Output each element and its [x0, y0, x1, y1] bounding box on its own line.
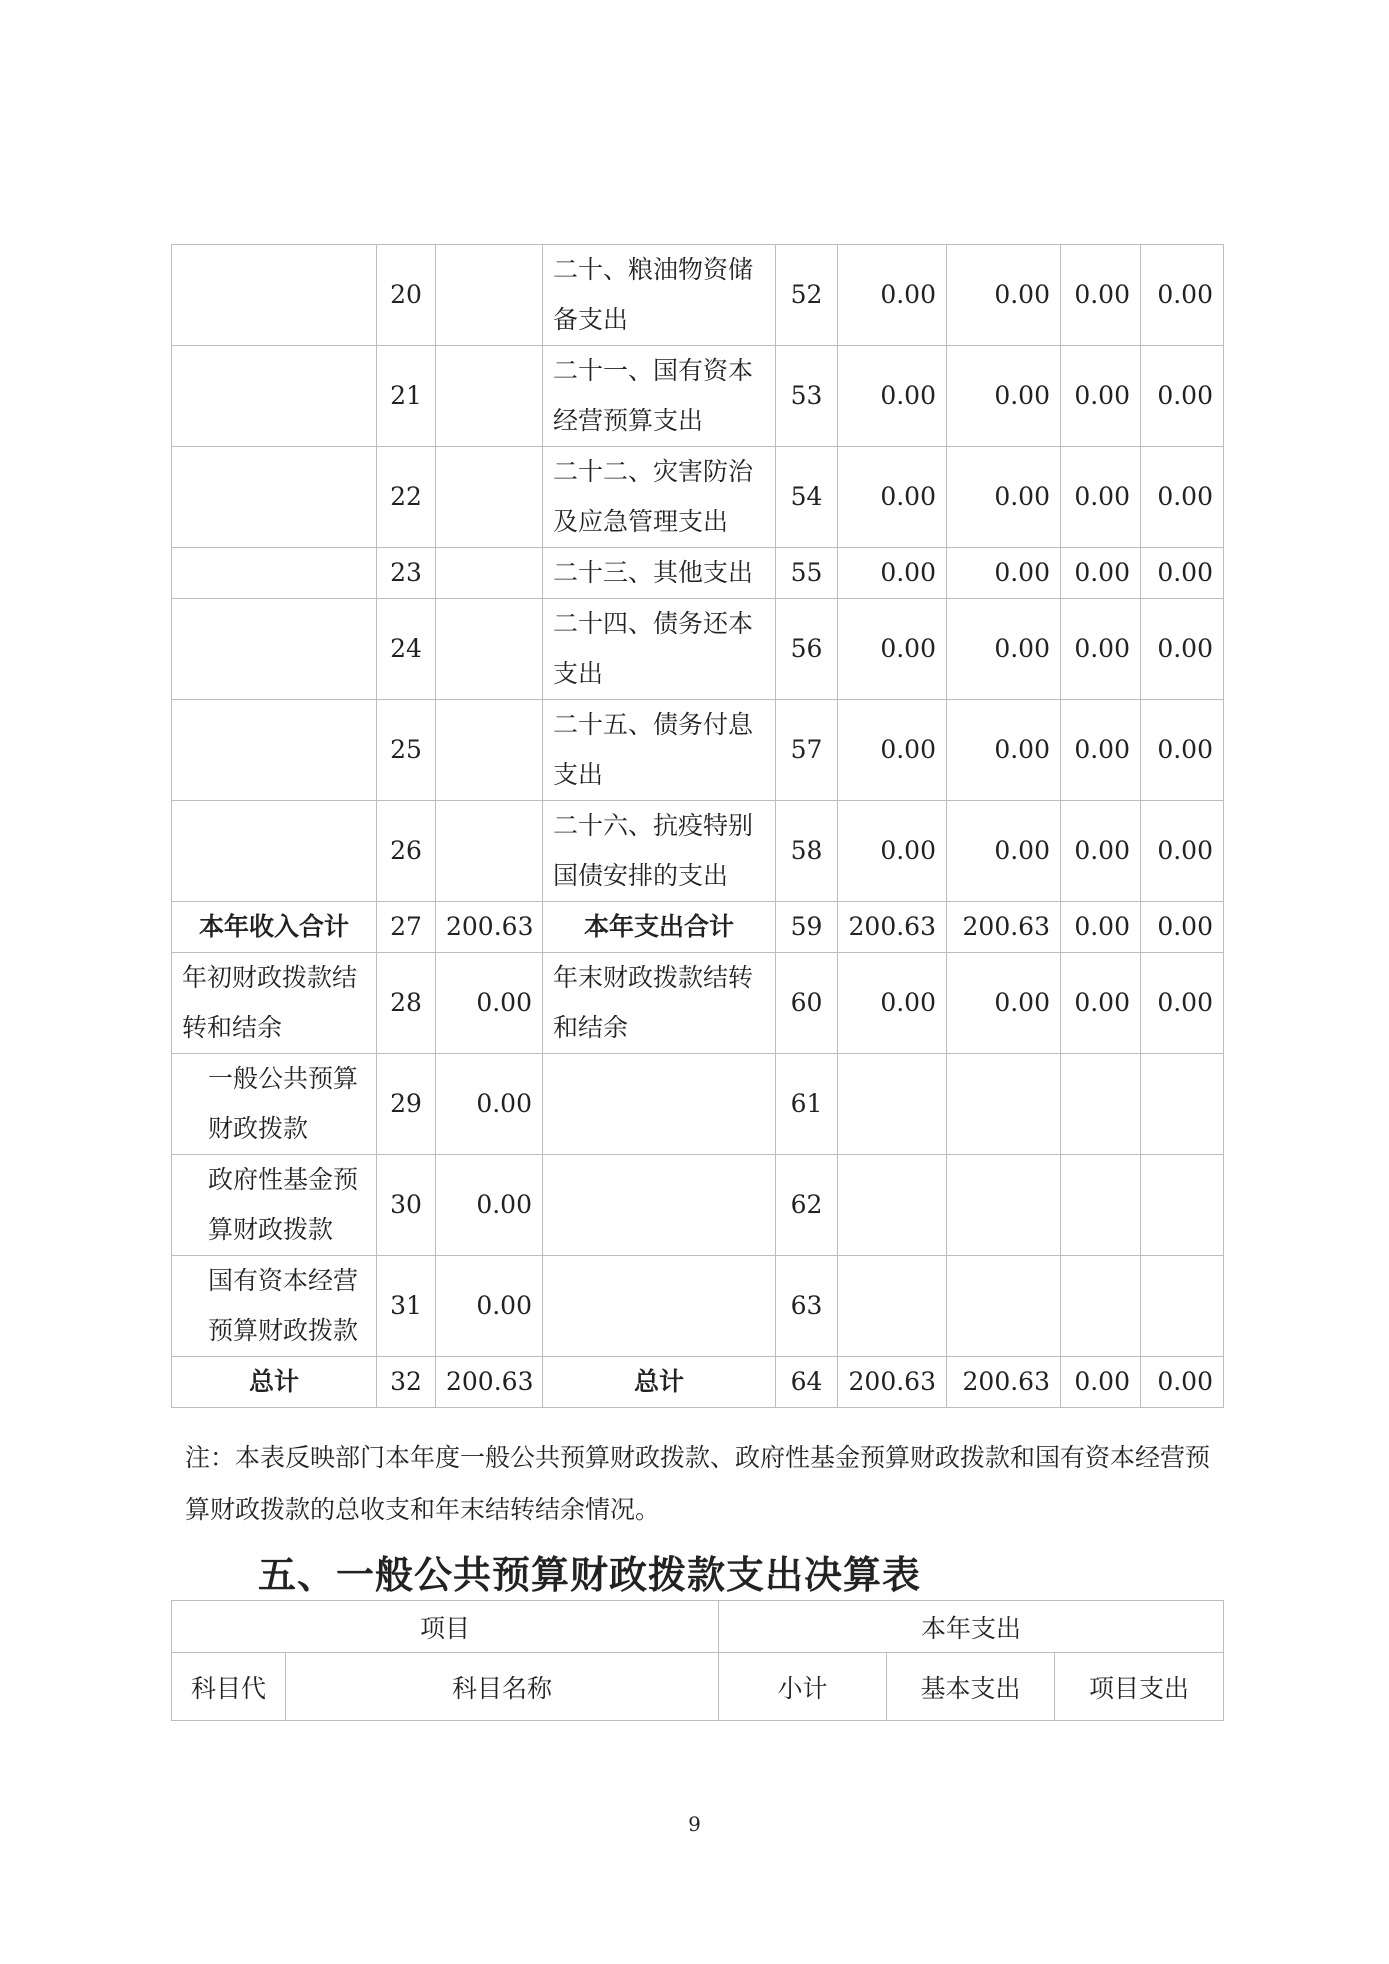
expense-row-no: 58 — [776, 801, 838, 902]
expense-general: 0.00 — [947, 953, 1061, 1054]
income-item: 国有资本经营预算财政拨款 — [172, 1256, 377, 1357]
expense-total: 0.00 — [838, 953, 947, 1054]
table-row-subtotal — [172, 902, 1224, 953]
income-amount: 200.63 — [436, 902, 543, 953]
table-header-row — [172, 1601, 1224, 1653]
expense-state-capital — [1141, 1054, 1224, 1155]
expense-general: 0.00 — [947, 447, 1061, 548]
income-amount: 0.00 — [436, 1155, 543, 1256]
table-row — [172, 1054, 1224, 1155]
income-amount — [436, 346, 543, 447]
income-row-no: 29 — [377, 1054, 436, 1155]
expense-state-capital: 0.00 — [1141, 801, 1224, 902]
table-row — [172, 801, 1224, 902]
expense-state-capital: 0.00 — [1141, 902, 1224, 953]
expense-general: 0.00 — [947, 801, 1061, 902]
header-subject-code: 科目代 — [172, 1653, 286, 1721]
expense-state-capital — [1141, 1256, 1224, 1357]
expense-total: 0.00 — [838, 346, 947, 447]
income-row-no: 22 — [377, 447, 436, 548]
expense-row-no: 62 — [776, 1155, 838, 1256]
expense-row-no: 59 — [776, 902, 838, 953]
expense-row-no: 55 — [776, 548, 838, 599]
header-subtotal: 小计 — [719, 1653, 887, 1721]
income-item — [172, 346, 377, 447]
income-row-no: 20 — [377, 245, 436, 346]
income-amount — [436, 447, 543, 548]
expense-state-capital: 0.00 — [1141, 245, 1224, 346]
income-amount — [436, 548, 543, 599]
expense-state-capital: 0.00 — [1141, 548, 1224, 599]
expense-fund — [1061, 1256, 1141, 1357]
expense-item: 二十五、债务付息支出 — [543, 700, 776, 801]
expense-row-no: 52 — [776, 245, 838, 346]
header-basic-expense: 基本支出 — [887, 1653, 1055, 1721]
expense-row-no: 60 — [776, 953, 838, 1054]
income-row-no: 31 — [377, 1256, 436, 1357]
income-amount — [436, 245, 543, 346]
expense-item: 二十、粮油物资储备支出 — [543, 245, 776, 346]
income-item — [172, 599, 377, 700]
page-number: 9 — [688, 1812, 701, 1836]
table-row — [172, 548, 1224, 599]
expense-fund — [1061, 1155, 1141, 1256]
expense-state-capital: 0.00 — [1141, 599, 1224, 700]
expense-fund: 0.00 — [1061, 346, 1141, 447]
header-project-expense: 项目支出 — [1055, 1653, 1224, 1721]
table-row — [172, 245, 1224, 346]
table-row — [172, 953, 1224, 1054]
expense-general: 0.00 — [947, 245, 1061, 346]
expense-total: 0.00 — [838, 801, 947, 902]
expense-fund: 0.00 — [1061, 953, 1141, 1054]
expense-row-no: 57 — [776, 700, 838, 801]
expense-total: 0.00 — [838, 548, 947, 599]
income-row-no: 25 — [377, 700, 436, 801]
expense-item — [543, 1155, 776, 1256]
expense-row-no: 61 — [776, 1054, 838, 1155]
income-row-no: 32 — [377, 1357, 436, 1408]
expense-item: 年末财政拨款结转和结余 — [543, 953, 776, 1054]
expense-item: 二十四、债务还本支出 — [543, 599, 776, 700]
expense-total: 0.00 — [838, 700, 947, 801]
income-item — [172, 700, 377, 801]
table-row — [172, 599, 1224, 700]
income-amount: 0.00 — [436, 1256, 543, 1357]
expense-general: 0.00 — [947, 548, 1061, 599]
expense-total: 0.00 — [838, 447, 947, 548]
table-row-total — [172, 1357, 1224, 1408]
expense-item: 二十二、灾害防治及应急管理支出 — [543, 447, 776, 548]
expense-total — [838, 1155, 947, 1256]
income-item — [172, 548, 377, 599]
table-header-row — [172, 1653, 1224, 1721]
expense-general: 0.00 — [947, 346, 1061, 447]
table-note: 注：本表反映部门本年度一般公共预算财政拨款、政府性基金预算财政拨款和国有资本经营预算财政拨款的总收支和年末结转结余情况。 — [185, 1443, 1211, 1524]
expense-row-no: 54 — [776, 447, 838, 548]
income-amount — [436, 599, 543, 700]
expense-state-capital: 0.00 — [1141, 447, 1224, 548]
expense-fund: 0.00 — [1061, 447, 1141, 548]
income-amount: 0.00 — [436, 953, 543, 1054]
expense-fund: 0.00 — [1061, 548, 1141, 599]
expense-fund: 0.00 — [1061, 902, 1141, 953]
table-row — [172, 1256, 1224, 1357]
expense-total-label: 总计 — [543, 1357, 776, 1408]
income-row-no: 26 — [377, 801, 436, 902]
expense-row-no: 64 — [776, 1357, 838, 1408]
expense-item: 二十一、国有资本经营预算支出 — [543, 346, 776, 447]
expense-total: 0.00 — [838, 245, 947, 346]
income-total-label: 总计 — [172, 1357, 377, 1408]
expense-total — [838, 1054, 947, 1155]
expense-total: 200.63 — [838, 902, 947, 953]
expense-state-capital: 0.00 — [1141, 700, 1224, 801]
expense-general: 0.00 — [947, 700, 1061, 801]
expense-row-no: 56 — [776, 599, 838, 700]
expense-fund: 0.00 — [1061, 801, 1141, 902]
expense-fund: 0.00 — [1061, 700, 1141, 801]
header-subject-name: 科目名称 — [286, 1653, 719, 1721]
table-row — [172, 700, 1224, 801]
expense-total: 0.00 — [838, 599, 947, 700]
income-amount: 200.63 — [436, 1357, 543, 1408]
income-subtotal-label: 本年收入合计 — [172, 902, 377, 953]
income-row-no: 27 — [377, 902, 436, 953]
expense-row-no: 63 — [776, 1256, 838, 1357]
income-item — [172, 245, 377, 346]
expense-total: 200.63 — [838, 1357, 947, 1408]
income-item — [172, 447, 377, 548]
header-year-expense: 本年支出 — [719, 1601, 1224, 1653]
income-row-no: 28 — [377, 953, 436, 1054]
expense-general — [947, 1054, 1061, 1155]
table-row — [172, 447, 1224, 548]
income-item: 政府性基金预算财政拨款 — [172, 1155, 377, 1256]
expense-fund — [1061, 1054, 1141, 1155]
expense-row-no: 53 — [776, 346, 838, 447]
income-item: 一般公共预算财政拨款 — [172, 1054, 377, 1155]
expense-fund: 0.00 — [1061, 1357, 1141, 1408]
header-project: 项目 — [172, 1601, 719, 1653]
income-row-no: 21 — [377, 346, 436, 447]
income-amount — [436, 801, 543, 902]
income-item — [172, 801, 377, 902]
expense-general: 200.63 — [947, 902, 1061, 953]
expense-item: 二十六、抗疫特别国债安排的支出 — [543, 801, 776, 902]
expense-general — [947, 1256, 1061, 1357]
general-budget-expense-table — [171, 1600, 1224, 1721]
income-row-no: 24 — [377, 599, 436, 700]
income-amount: 0.00 — [436, 1054, 543, 1155]
expense-state-capital: 0.00 — [1141, 346, 1224, 447]
expense-fund: 0.00 — [1061, 599, 1141, 700]
expense-state-capital: 0.00 — [1141, 953, 1224, 1054]
expense-fund: 0.00 — [1061, 245, 1141, 346]
fiscal-appropriation-table — [171, 244, 1224, 1408]
expense-state-capital: 0.00 — [1141, 1357, 1224, 1408]
income-amount — [436, 700, 543, 801]
expense-item — [543, 1054, 776, 1155]
table-row — [172, 346, 1224, 447]
section-title: 五、一般公共预算财政拨款支出决算表 — [258, 1553, 922, 1597]
expense-general: 0.00 — [947, 599, 1061, 700]
expense-total — [838, 1256, 947, 1357]
expense-general — [947, 1155, 1061, 1256]
income-item: 年初财政拨款结转和结余 — [172, 953, 377, 1054]
expense-item — [543, 1256, 776, 1357]
income-row-no: 30 — [377, 1155, 436, 1256]
expense-subtotal-label: 本年支出合计 — [543, 902, 776, 953]
table-row — [172, 1155, 1224, 1256]
income-row-no: 23 — [377, 548, 436, 599]
expense-item: 二十三、其他支出 — [543, 548, 776, 599]
expense-general: 200.63 — [947, 1357, 1061, 1408]
expense-state-capital — [1141, 1155, 1224, 1256]
